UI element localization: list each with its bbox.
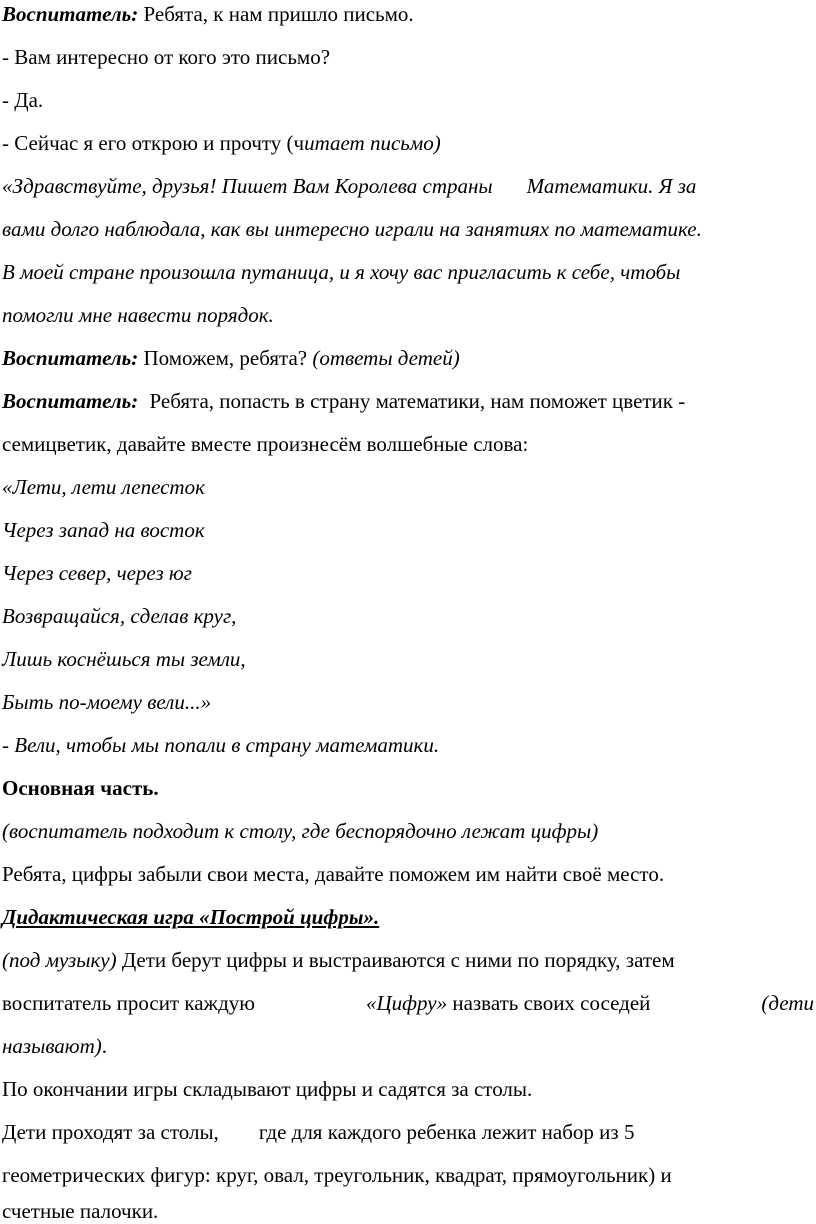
stage-direction-line: (воспитатель подходит к столу, где беспорядочно лежат цифры) <box>2 819 599 843</box>
letter-line-4: помогли мне навести порядок. <box>2 303 274 327</box>
section-heading: Основная часть. <box>2 776 159 800</box>
line-text: где для каждого ребенка лежит набор из 5 <box>258 1120 635 1144</box>
letter-line-3: В моей стране произошла путаница, и я хочу вас пригласить к себе, чтобы <box>2 260 681 284</box>
stage-direction: итает письмо) <box>304 131 441 155</box>
letter-line-2: вами долго наблюдала, как вы интересно играли на занятиях по математике. <box>2 217 702 241</box>
line-children-tables <box>2 1119 634 1145</box>
letter-text: «Здравствуйте, друзья! Пишет Вам Королева страны <box>2 174 493 198</box>
letter-line-1 <box>2 173 696 199</box>
poem-line: «Лети, лети лепесток <box>2 475 205 499</box>
poem-line: Быть по-моему вели...» <box>2 690 212 714</box>
line-go-to-country: - Вели, чтобы мы попали в страну математики. <box>2 733 440 757</box>
stage-direction: (ответы детей) <box>307 346 460 370</box>
line-open-letter <box>2 130 441 156</box>
line-text: - Сейчас я его открою и прочту (ч <box>2 131 305 155</box>
line-teacher-flower <box>2 388 685 414</box>
line-game-description-3 <box>2 1033 107 1059</box>
stage-direction: (под музыку) <box>2 948 117 972</box>
line-text: Ребята, попасть в страну математики, нам поможет цветик - <box>149 389 686 413</box>
speaker-label: Воспитатель: <box>2 389 139 413</box>
line-text: Дети проходят за столы, <box>2 1120 219 1144</box>
line-text-group <box>366 990 650 1016</box>
line-question: - Вам интересно от кого это письмо? <box>2 45 331 69</box>
letter-text: Математики. Я за <box>526 174 697 198</box>
stage-direction: называют) <box>2 1034 102 1058</box>
poem-line: Через запад на восток <box>2 518 205 542</box>
line-end-of-game: По окончании игры складывают цифры и садятся за столы. <box>2 1077 533 1101</box>
line-text: Поможем, ребята? <box>138 346 308 370</box>
poem-line: Лишь коснёшься ты земли, <box>2 647 246 671</box>
line-teacher-help <box>2 345 460 371</box>
line-text: Ребята, к нам пришло письмо. <box>138 2 414 26</box>
line-game-description-2 <box>2 990 814 1016</box>
line-text: воспитатель просит каждую <box>2 991 255 1015</box>
quoted-word: «Цифру» <box>365 991 448 1015</box>
line-teacher-letter <box>2 1 414 27</box>
stage-direction: (дети <box>761 991 814 1015</box>
poem-line: Через север, через юг <box>2 561 192 585</box>
game-title: Дидактическая игра «Построй цифры». <box>2 905 380 929</box>
line-numbers-lost: Ребята, цифры забыли свои места, давайте поможем им найти своё место. <box>2 862 665 886</box>
speaker-label: Воспитатель: <box>2 2 139 26</box>
line-magic-words: семицветик, давайте вместе произнесём волшебные слова: <box>2 432 529 456</box>
line-text: . <box>101 1034 108 1058</box>
line-text: назвать своих соседей <box>447 991 651 1015</box>
poem-line: Возвращайся, сделав круг, <box>2 604 237 628</box>
speaker-label: Воспитатель: <box>2 346 139 370</box>
line-game-description <box>2 947 675 973</box>
line-answer: - Да. <box>2 88 44 112</box>
line-text: Дети берут цифры и выстраиваются с ними по порядку, затем <box>116 948 675 972</box>
line-counting-sticks: счетные палочки. <box>2 1199 159 1223</box>
line-shapes-list: геометрических фигур: круг, овал, треугольник, квадрат, прямоугольник) и <box>2 1163 672 1187</box>
